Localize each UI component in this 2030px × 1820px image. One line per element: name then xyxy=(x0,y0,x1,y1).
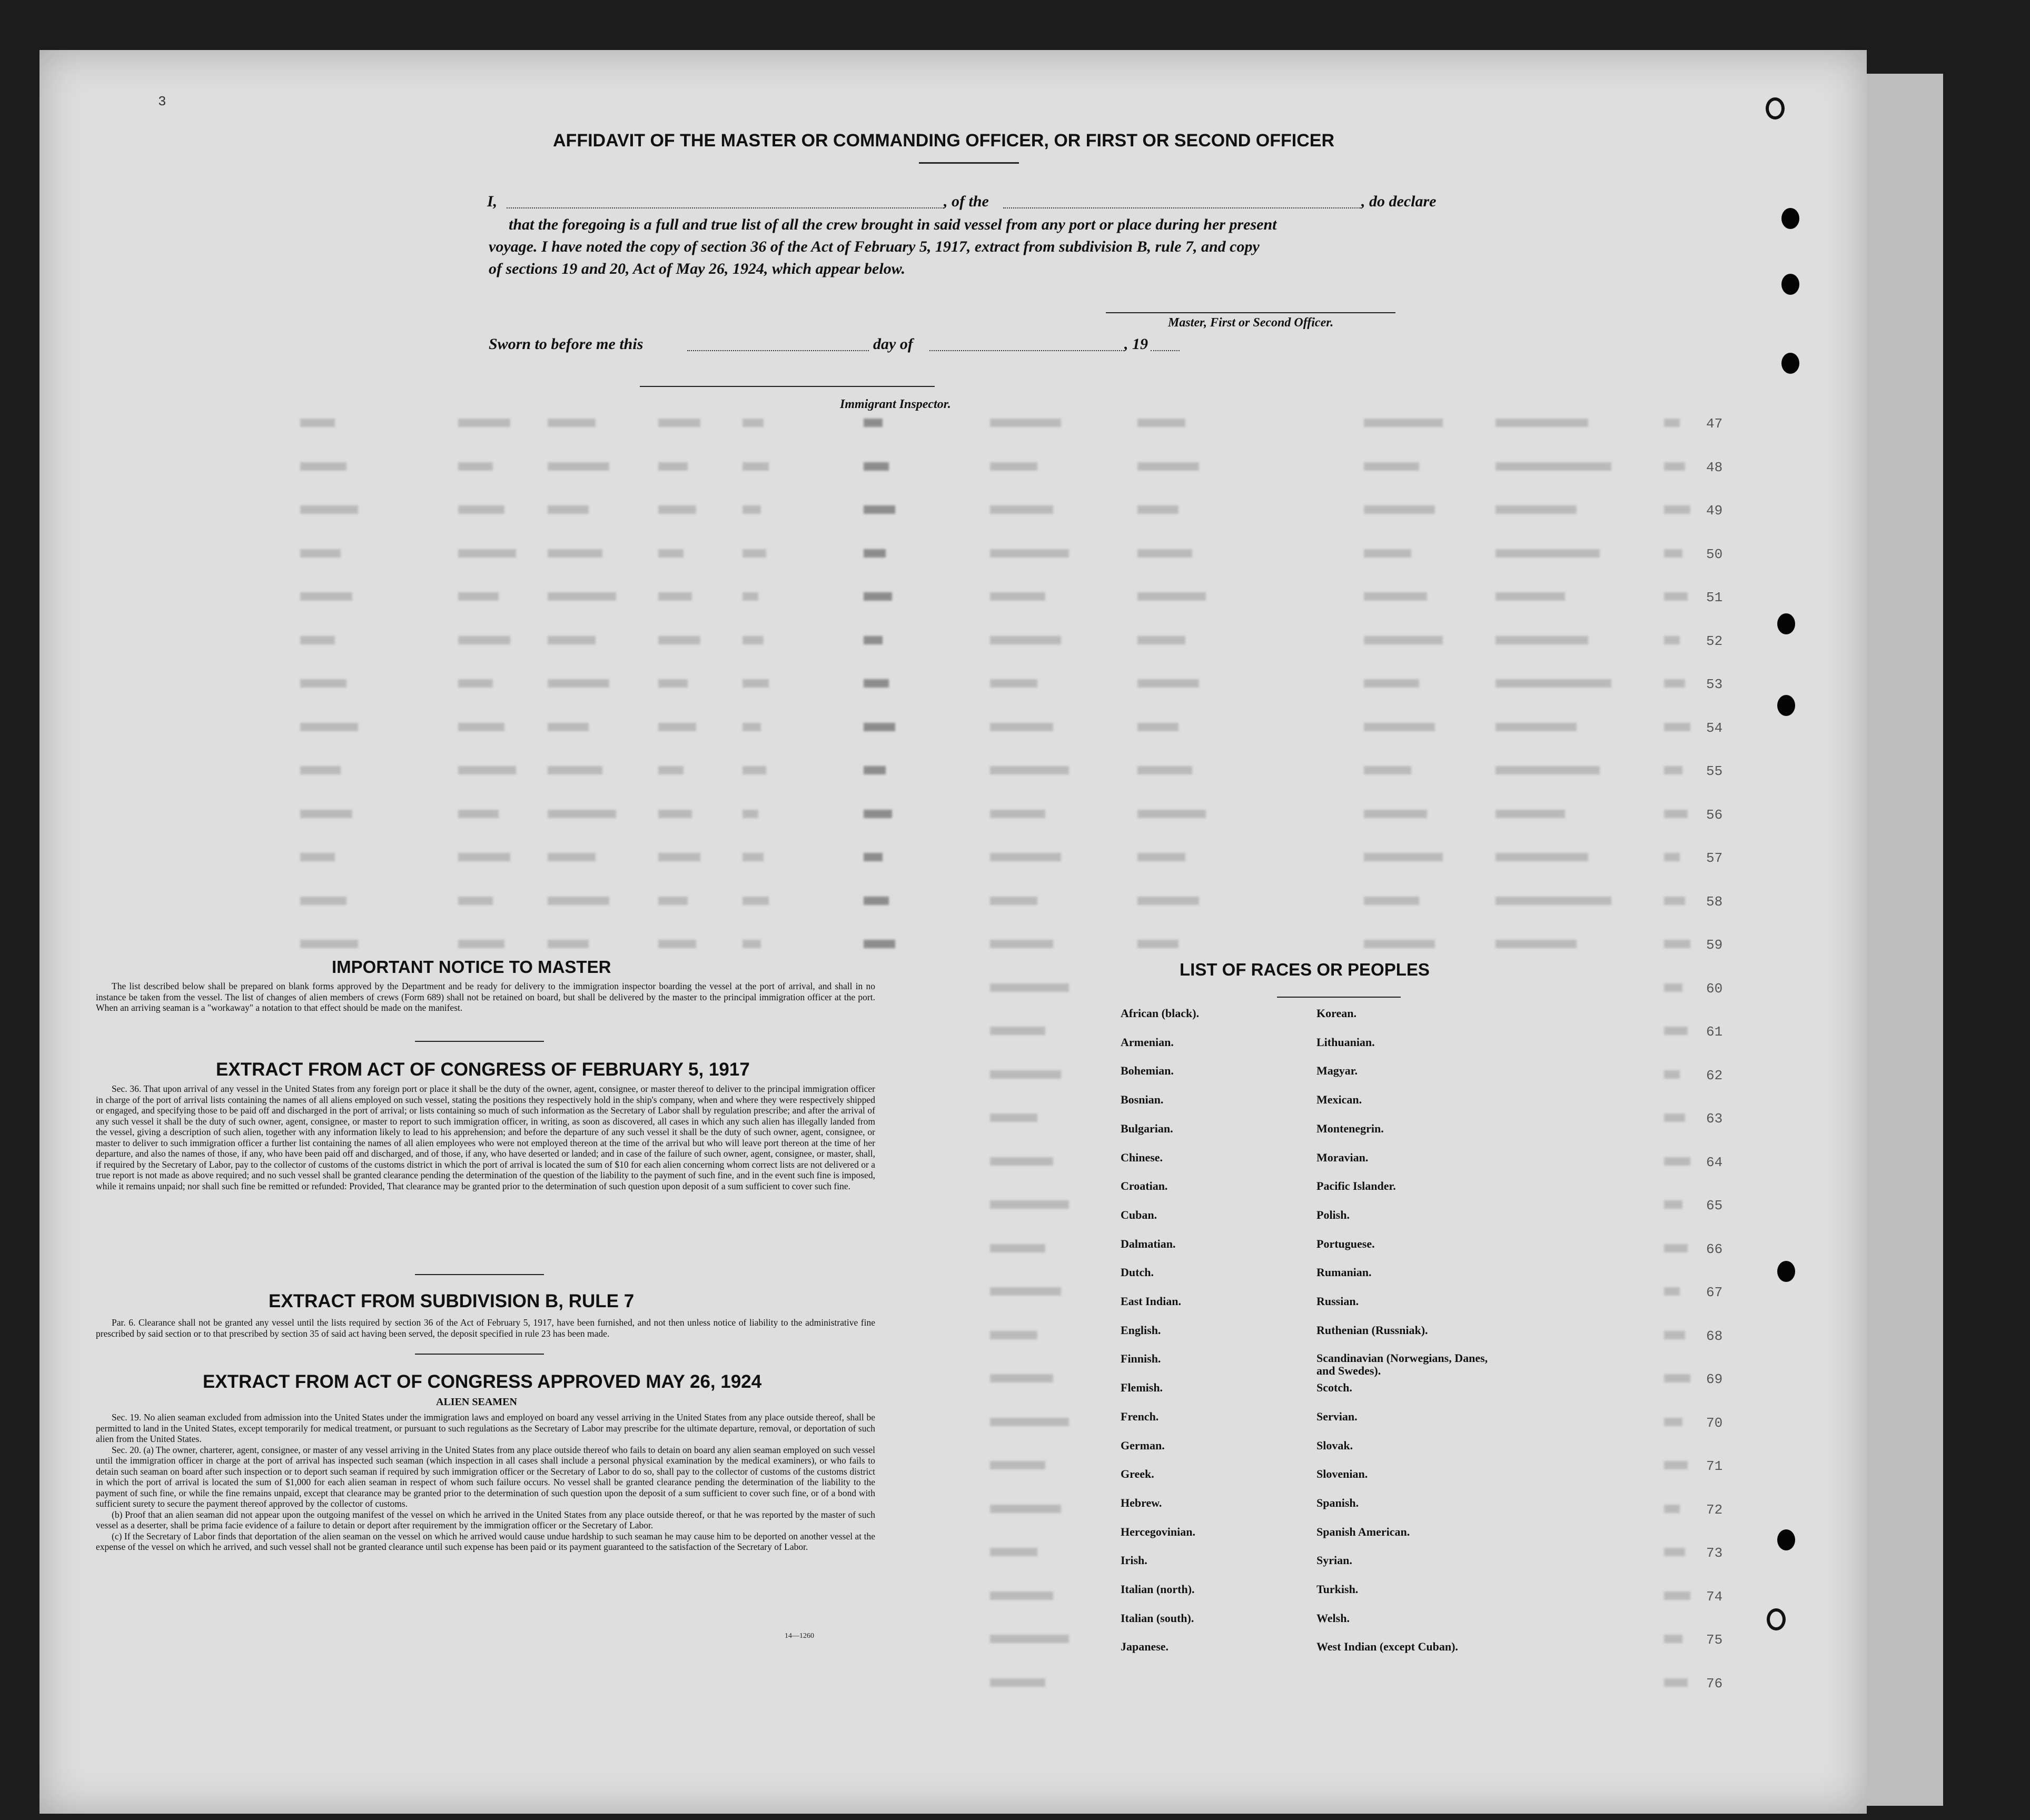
race-item: Spanish American. xyxy=(1316,1525,1410,1538)
row-number: 74 xyxy=(1706,1588,1723,1605)
bleed-through-mark xyxy=(1137,419,1185,427)
row-number: 73 xyxy=(1706,1545,1723,1561)
bleed-through-mark xyxy=(1664,1331,1685,1339)
bleed-through-mark xyxy=(1664,592,1688,601)
race-item: Croatian. xyxy=(1121,1179,1168,1193)
extract-1924-text: Sec. 19. No alien seaman excluded from admission into the United States under the immigration laws and employed on board any vessel arriving in the United States from any place outside thereof, shall be permitted to land in the United States, except temporarily for medical treatment, or pursuant to such regulations as the Secretary of Labor may prescribe for the ultimate departure, removal, or deportation of such alien from the United States. Sec. 20. (a) The owner, charterer, agent, consignee, or master of any vessel arriving in the United States from any place outside thereof who fails to detain on board any alien seaman employed on such vessel until the immigration officer in charge at the port of arrival has inspected such seaman (which inspection in all cases shall include a personal physical examination by the medical examiners), or who fails to detain such seaman on board after such inspection or to deport such seaman if required by such immigration officer or the Secretary of Labor to do so, shall pay to the collector of customs of the customs district in which the port of arrival is located the sum of $1,000 for each alien seaman in respect of whom such failure occurs. No vessel shall be granted clearance pending the determination of the liability to the payment of such fine, or while the fine remains unpaid, except that clearance may be granted prior to the determination of such question upon the deposit of a sum sufficient to cover such fine, or of a bond with sufficient surety to secure the payment thereof approved by the collector of customs. (b) Proof that an alien seaman did not appear upon the outgoing manifest of the vessel on which he arrived in the United States from any place outside thereof, or that he was reported by the master of such vessel as a deserter, shall be prima facie evidence of a failure to detain or deport after requirement by the immigration officer or the Secretary of Labor. (c) If the Secretary of Labor finds that deportation of the alien seaman on the vessel on which he arrived would cause undue hardship to such seaman he may cause him to be deported on another vessel at the expense of the vessel on which he arrived, and such vessel shall not be granted clearance until such expense has been paid or its payment guaranteed to the satisfaction of the Secretary of Labor. xyxy=(96,1412,875,1552)
bleed-through-mark xyxy=(658,419,700,427)
bleed-through-mark xyxy=(300,462,346,471)
bleed-through-mark xyxy=(458,679,493,688)
bleed-through-mark xyxy=(742,505,761,514)
bleed-through-mark xyxy=(1664,679,1685,688)
race-item: Flemish. xyxy=(1121,1381,1163,1395)
notice-heading: IMPORTANT NOTICE TO MASTER xyxy=(332,957,611,977)
bleed-through-mark xyxy=(742,419,764,427)
race-item: West Indian (except Cuban). xyxy=(1316,1640,1458,1654)
bleed-through-mark xyxy=(1664,940,1690,948)
bleed-through-mark xyxy=(1137,897,1199,905)
bleed-through-mark xyxy=(658,505,696,514)
bleed-through-mark xyxy=(990,1548,1037,1556)
bleed-through-mark xyxy=(658,679,688,688)
bleed-through-mark xyxy=(1496,940,1577,948)
binder-hole xyxy=(1781,274,1799,295)
page-number: 3 xyxy=(158,94,166,110)
bleed-through-mark xyxy=(1664,1374,1690,1383)
bleed-through-mark xyxy=(1364,897,1419,905)
bleed-through-mark xyxy=(1496,723,1577,731)
row-number: 58 xyxy=(1706,893,1723,910)
bleed-through-mark xyxy=(548,462,609,471)
bleed-through-mark xyxy=(1664,1461,1688,1469)
bleed-through-mark xyxy=(548,897,609,905)
bleed-through-mark xyxy=(1137,462,1199,471)
binder-hole xyxy=(1781,208,1799,229)
race-item: Scandinavian (Norwegians, Danes, and Swedes). xyxy=(1316,1351,1488,1378)
bleed-through-mark xyxy=(300,592,352,601)
bleed-through-mark xyxy=(990,1070,1061,1079)
bleed-through-mark xyxy=(458,462,493,471)
bleed-through-mark xyxy=(1664,1635,1682,1643)
extract-1917-heading: EXTRACT FROM ACT OF CONGRESS OF FEBRUARY 5, 1917 xyxy=(216,1059,750,1080)
row-number: 49 xyxy=(1706,503,1723,519)
subdivision-b-text: Par. 6. Clearance shall not be granted any vessel until the lists required by section 36 of the Act of February 5, 1917, have been furnished, and not then unless notice of liability to the administrative fine prescribed by said section or to that prescribed by section 35 of said act having been served, the deposit specified in rule 23 has been made. xyxy=(96,1317,875,1339)
row-number: 67 xyxy=(1706,1285,1723,1300)
divider xyxy=(415,1274,544,1275)
bleed-through-mark xyxy=(990,1331,1037,1339)
bleed-through-mark xyxy=(990,897,1037,905)
race-item: Bosnian. xyxy=(1121,1093,1164,1107)
row-number: 70 xyxy=(1706,1415,1723,1431)
race-item: Greek. xyxy=(1121,1467,1154,1481)
bleed-through-mark xyxy=(990,1027,1045,1035)
vessel-blank[interactable] xyxy=(1003,207,1361,208)
bleed-through-mark xyxy=(1137,766,1192,774)
bleed-through-mark xyxy=(548,592,616,601)
bleed-through-mark xyxy=(1664,723,1690,731)
bleed-through-mark xyxy=(990,940,1053,948)
binder-hole xyxy=(1767,1608,1786,1630)
extract-1924-heading: EXTRACT FROM ACT OF CONGRESS APPROVED MAY 26, 1924 xyxy=(203,1371,762,1392)
row-number: 53 xyxy=(1706,677,1723,692)
race-item: Italian (north). xyxy=(1121,1583,1195,1596)
row-number: 71 xyxy=(1706,1458,1723,1474)
bleed-through-mark xyxy=(990,766,1069,774)
bleed-through-mark xyxy=(1664,1678,1688,1687)
race-item: Slovenian. xyxy=(1316,1467,1368,1481)
bleed-through-mark xyxy=(300,419,335,427)
bleed-through-mark xyxy=(1364,679,1419,688)
year-text: , 19 xyxy=(1124,335,1148,353)
bleed-through-mark xyxy=(990,1374,1053,1383)
bleed-through-mark xyxy=(458,505,504,514)
row-number: 51 xyxy=(1706,590,1723,605)
bleed-through-mark xyxy=(990,462,1037,471)
bleed-through-mark xyxy=(990,1157,1053,1166)
bleed-through-mark xyxy=(1137,853,1185,861)
row-number: 60 xyxy=(1706,980,1723,997)
race-item: French. xyxy=(1121,1409,1159,1423)
bleed-through-mark xyxy=(1364,766,1411,774)
bleed-through-mark xyxy=(1496,549,1600,558)
bleed-through-mark xyxy=(1664,636,1680,644)
binder-hole xyxy=(1781,353,1799,374)
bleed-through-mark xyxy=(742,549,766,558)
bleed-through-mark xyxy=(990,549,1069,558)
affidavit-line4: of sections 19 and 20, Act of May 26, 1924, which appear below. xyxy=(489,260,906,277)
form-number: 14—1260 xyxy=(785,1632,814,1640)
bleed-through-mark xyxy=(548,505,589,514)
bleed-through-mark xyxy=(1664,1505,1680,1513)
binder-hole xyxy=(1777,695,1795,716)
row-number: 50 xyxy=(1706,546,1723,562)
binder-hole xyxy=(1766,97,1785,120)
bleed-through-mark xyxy=(548,679,609,688)
row-number: 57 xyxy=(1706,850,1723,866)
bleed-through-mark xyxy=(990,592,1045,601)
bleed-through-mark xyxy=(1664,1157,1690,1166)
bleed-through-mark xyxy=(1664,1287,1680,1296)
bleed-through-mark xyxy=(990,853,1061,861)
bleed-through-mark xyxy=(458,940,504,948)
master-caption: Master, First or Second Officer. xyxy=(1168,316,1334,330)
row-number: 69 xyxy=(1706,1371,1723,1387)
race-item: Ruthenian (Russniak). xyxy=(1316,1323,1428,1337)
race-item: Servian. xyxy=(1316,1409,1358,1423)
divider xyxy=(415,1354,544,1355)
bleed-through-mark xyxy=(300,940,358,948)
sworn-day-blank[interactable] xyxy=(687,350,869,351)
bleed-through-mark xyxy=(864,636,883,644)
bleed-through-mark xyxy=(864,462,889,471)
bleed-through-mark xyxy=(1496,679,1611,688)
row-number: 66 xyxy=(1706,1241,1723,1257)
bleed-through-mark xyxy=(548,853,596,861)
race-item: Pacific Islander. xyxy=(1316,1179,1396,1193)
bleed-through-mark xyxy=(658,766,684,774)
row-number: 63 xyxy=(1706,1111,1723,1127)
subdivision-b-heading: EXTRACT FROM SUBDIVISION B, RULE 7 xyxy=(269,1291,635,1311)
bleed-through-mark xyxy=(864,766,886,774)
bleed-through-mark xyxy=(1364,462,1419,471)
bleed-through-mark xyxy=(990,1505,1061,1513)
bleed-through-mark xyxy=(548,636,596,644)
race-item: Armenian. xyxy=(1121,1035,1174,1049)
bleed-through-mark xyxy=(864,810,892,818)
race-item: Turkish. xyxy=(1316,1583,1359,1596)
bleed-through-mark xyxy=(990,983,1069,992)
bleed-through-mark xyxy=(658,549,684,558)
race-item: Mexican. xyxy=(1316,1093,1362,1107)
race-item: German. xyxy=(1121,1438,1165,1452)
race-item: African (black). xyxy=(1121,1007,1200,1020)
race-item: Portuguese. xyxy=(1316,1237,1375,1250)
bleed-through-mark xyxy=(1664,897,1685,905)
bleed-through-mark xyxy=(548,810,616,818)
bleed-through-mark xyxy=(1496,419,1588,427)
race-item: Irish. xyxy=(1121,1554,1147,1567)
bleed-through-mark xyxy=(1364,853,1443,861)
bleed-through-mark xyxy=(742,462,769,471)
race-item: Moravian. xyxy=(1316,1150,1369,1164)
bleed-through-mark xyxy=(1496,766,1600,774)
row-number: 55 xyxy=(1706,763,1723,779)
row-number: 47 xyxy=(1706,416,1723,432)
bleed-through-mark xyxy=(548,723,589,731)
bleed-through-mark xyxy=(1137,679,1199,688)
bleed-through-mark xyxy=(1364,636,1443,644)
bleed-through-mark xyxy=(864,940,895,948)
row-number: 65 xyxy=(1706,1198,1723,1214)
race-item: Scotch. xyxy=(1316,1381,1352,1395)
bleed-through-mark xyxy=(990,1461,1045,1469)
bleed-through-mark xyxy=(1664,1027,1688,1035)
race-item: Dutch. xyxy=(1121,1266,1154,1279)
bleed-through-mark xyxy=(458,766,516,774)
affidavit-do-declare: , do declare xyxy=(1361,193,1437,210)
bleed-through-mark xyxy=(1664,1070,1680,1079)
month-blank[interactable] xyxy=(929,350,1124,351)
bleed-through-mark xyxy=(1496,592,1565,601)
bleed-through-mark xyxy=(1664,419,1680,427)
bleed-through-mark xyxy=(300,723,358,731)
race-item: Spanish. xyxy=(1316,1496,1359,1509)
bleed-through-mark xyxy=(1664,549,1682,558)
bleed-through-mark xyxy=(1364,505,1435,514)
notice-text: The list described below shall be prepared on blank forms approved by the Department and be ready for delivery to the immigration inspector boarding the vessel at the port of arrival, and shall in no instance be taken from the vessel. The list of changes of alien members of crews (Form 689) shall not be retained on board, but shall be delivered by the master to the principal immigration officer at the port. When an arriving seaman is a "workaway" a notation to that effect should be made on the manifest. xyxy=(96,981,875,1013)
bleed-through-mark xyxy=(300,636,335,644)
bleed-through-mark xyxy=(990,1113,1037,1122)
race-item: Welsh. xyxy=(1316,1611,1350,1625)
bleed-through-mark xyxy=(864,723,895,731)
inspector-line[interactable] xyxy=(640,386,935,387)
row-number: 59 xyxy=(1706,937,1723,953)
name-blank[interactable] xyxy=(507,207,944,208)
bleed-through-mark xyxy=(864,679,889,688)
bleed-through-mark xyxy=(658,810,692,818)
bleed-through-mark xyxy=(458,897,493,905)
bleed-through-mark xyxy=(990,679,1037,688)
bleed-through-mark xyxy=(742,853,764,861)
race-item: Syrian. xyxy=(1316,1554,1352,1567)
bleed-through-mark xyxy=(1364,723,1435,731)
bleed-through-mark xyxy=(300,810,352,818)
row-number: 52 xyxy=(1706,633,1723,649)
race-item: Bulgarian. xyxy=(1121,1121,1173,1135)
bleed-through-mark xyxy=(658,592,692,601)
bleed-through-mark xyxy=(990,1592,1053,1600)
bleed-through-mark xyxy=(990,1287,1061,1296)
row-number: 75 xyxy=(1706,1632,1723,1648)
bleed-through-mark xyxy=(1664,983,1682,992)
bleed-through-mark xyxy=(1137,592,1206,601)
inspector-caption: Immigrant Inspector. xyxy=(840,397,951,411)
bleed-through-mark xyxy=(458,592,499,601)
row-number: 72 xyxy=(1706,1501,1723,1518)
binder-hole xyxy=(1777,1529,1795,1550)
bleed-through-mark xyxy=(1664,1548,1685,1556)
bleed-through-mark xyxy=(548,766,602,774)
row-number: 48 xyxy=(1706,459,1723,475)
affidavit-i: I, xyxy=(487,193,498,210)
binder-hole xyxy=(1777,1261,1795,1282)
bleed-through-mark xyxy=(1496,897,1611,905)
bleed-through-mark xyxy=(1664,766,1682,774)
race-item: Finnish. xyxy=(1121,1352,1161,1366)
bleed-through-mark xyxy=(548,549,602,558)
bleed-through-mark xyxy=(1137,940,1179,948)
sworn-text: Sworn to before me this xyxy=(489,335,643,353)
divider xyxy=(415,1041,544,1042)
bleed-through-mark xyxy=(300,549,341,558)
binder-hole xyxy=(1777,613,1795,634)
race-item: Korean. xyxy=(1316,1007,1356,1020)
race-item: Chinese. xyxy=(1121,1150,1163,1164)
bleed-through-mark xyxy=(1664,1113,1685,1122)
bleed-through-mark xyxy=(742,679,769,688)
bleed-through-mark xyxy=(1364,419,1443,427)
bleed-through-mark xyxy=(1664,462,1685,471)
signature-line[interactable] xyxy=(1106,312,1395,313)
race-item: Magyar. xyxy=(1316,1064,1358,1078)
divider xyxy=(1277,997,1401,998)
bleed-through-mark xyxy=(300,505,358,514)
bleed-through-mark xyxy=(1664,1244,1688,1252)
bleed-through-mark xyxy=(1664,853,1680,861)
bleed-through-mark xyxy=(990,1244,1045,1252)
bleed-through-mark xyxy=(658,853,700,861)
bleed-through-mark xyxy=(1496,505,1577,514)
affidavit-line2: that the foregoing is a full and true list of all the crew brought in said vessel from any port or place during her present xyxy=(509,216,1277,233)
bleed-through-mark xyxy=(1664,1200,1682,1209)
race-item: Hercegovinian. xyxy=(1121,1525,1195,1538)
race-item: Dalmatian. xyxy=(1121,1237,1176,1250)
bleed-through-mark xyxy=(742,723,761,731)
bleed-through-mark xyxy=(864,505,895,514)
race-item: Cuban. xyxy=(1121,1208,1157,1221)
bleed-through-mark xyxy=(458,810,499,818)
bleed-through-mark xyxy=(1137,810,1206,818)
bleed-through-mark xyxy=(458,419,510,427)
row-number: 76 xyxy=(1706,1675,1723,1692)
bleed-through-mark xyxy=(1364,549,1411,558)
bleed-through-mark xyxy=(458,723,504,731)
bleed-through-mark xyxy=(548,940,589,948)
race-item: Slovak. xyxy=(1316,1438,1353,1452)
year-blank[interactable] xyxy=(1151,350,1180,351)
row-number: 68 xyxy=(1706,1328,1723,1344)
bleed-through-mark xyxy=(1364,810,1427,818)
bleed-through-mark xyxy=(864,897,889,905)
bleed-through-mark xyxy=(658,723,696,731)
bleed-through-mark xyxy=(990,1418,1069,1426)
row-number: 56 xyxy=(1706,807,1723,823)
bleed-through-mark xyxy=(990,723,1053,731)
bleed-through-mark xyxy=(990,505,1053,514)
bleed-through-mark xyxy=(1496,636,1588,644)
bleed-through-mark xyxy=(864,549,886,558)
bleed-through-mark xyxy=(864,419,883,427)
bleed-through-mark xyxy=(1137,505,1179,514)
bleed-through-mark xyxy=(1664,1418,1682,1426)
bleed-through-mark xyxy=(548,419,596,427)
bleed-through-mark xyxy=(990,1678,1045,1687)
bleed-through-mark xyxy=(300,897,346,905)
row-number: 62 xyxy=(1706,1067,1723,1083)
bleed-through-mark xyxy=(742,636,764,644)
bleed-through-mark xyxy=(658,940,696,948)
bleed-through-mark xyxy=(458,853,510,861)
bleed-through-mark xyxy=(1137,549,1192,558)
row-number: 61 xyxy=(1706,1024,1723,1040)
bleed-through-mark xyxy=(742,810,758,818)
affidavit-of-the: , of the xyxy=(944,193,989,210)
race-item: Lithuanian. xyxy=(1316,1035,1375,1049)
bleed-through-mark xyxy=(1496,853,1588,861)
bleed-through-mark xyxy=(1496,462,1611,471)
race-item: Japanese. xyxy=(1121,1640,1169,1654)
race-item: Polish. xyxy=(1316,1208,1350,1221)
bleed-through-mark xyxy=(1496,810,1565,818)
race-item: Italian (south). xyxy=(1121,1611,1194,1625)
bleed-through-mark xyxy=(990,636,1061,644)
race-item: Russian. xyxy=(1316,1295,1359,1308)
races-heading: LIST OF RACES OR PEOPLES xyxy=(1180,960,1430,979)
bleed-through-mark xyxy=(300,766,341,774)
bleed-through-mark xyxy=(742,592,758,601)
bleed-through-mark xyxy=(300,679,346,688)
row-number: 64 xyxy=(1706,1154,1723,1170)
bleed-through-mark xyxy=(658,636,700,644)
bleed-through-mark xyxy=(990,810,1045,818)
race-item: Hebrew. xyxy=(1121,1496,1162,1509)
bleed-through-mark xyxy=(864,592,892,601)
row-number: 54 xyxy=(1706,720,1723,736)
bleed-through-mark xyxy=(742,766,766,774)
bleed-through-mark xyxy=(1664,810,1688,818)
bleed-through-mark xyxy=(864,853,883,861)
bleed-through-mark xyxy=(1137,723,1179,731)
affidavit-line3: voyage. I have noted the copy of section 36 of the Act of February 5, 1917, extract from subdivision B, rule 7, and copy xyxy=(489,238,1260,255)
day-of-text: day of xyxy=(873,335,913,353)
bleed-through-mark xyxy=(458,636,510,644)
bleed-through-mark xyxy=(1664,1592,1690,1600)
bleed-through-mark xyxy=(990,419,1061,427)
bleed-through-mark xyxy=(1137,636,1185,644)
divider xyxy=(919,162,1019,164)
bleed-through-mark xyxy=(1364,940,1435,948)
race-item: Rumanian. xyxy=(1316,1266,1372,1279)
bleed-through-mark xyxy=(1364,592,1427,601)
race-item: Bohemian. xyxy=(1121,1064,1174,1078)
page-edge-shadow xyxy=(1867,74,1943,1806)
bleed-through-mark xyxy=(1664,505,1690,514)
bleed-through-mark xyxy=(990,1200,1069,1209)
bleed-through-mark xyxy=(458,549,516,558)
race-item: English. xyxy=(1121,1323,1161,1337)
bleed-through-mark xyxy=(990,1635,1069,1643)
affidavit-title: AFFIDAVIT OF THE MASTER OR COMMANDING OFFICER, OR FIRST OR SECOND OFFICER xyxy=(553,131,1334,151)
race-item: Montenegrin. xyxy=(1316,1121,1384,1135)
race-item: East Indian. xyxy=(1121,1295,1181,1308)
bleed-through-mark xyxy=(742,940,761,948)
bleed-through-mark xyxy=(658,897,688,905)
bleed-through-mark xyxy=(300,853,335,861)
alien-seamen-subheading: ALIEN SEAMEN xyxy=(436,1396,517,1408)
bleed-through-mark xyxy=(742,897,769,905)
extract-1917-text: Sec. 36. That upon arrival of any vessel in the United States from any foreign port or place it shall be the duty of the owner, agent, consignee, or master thereof to deliver to the principal immigration officer in charge of the port of arrival lists containing the names of all aliens employed on such vessel, stating the positions they respectively hold in the ship's company, when and where they were respectively shipped or engaged, and specifying those to be paid off and discharged in the port of arrival; or lists containing so much of such information as the Secretary of Labor shall by regulation prescribe; and after the arrival of any such vessel it shall be the duty of such owner, agent, consignee, or master to report to such immigration officer, in writing, as soon as discovered, all cases in which any such alien has illegally landed from the vessel, giving a description of such alien, together with any information likely to lead to his apprehension; and before the departure of any such vessel it shall be the duty of such owner, agent, consignee, or master to deliver to such immigration officer a further list containing the names of all alien employees who were not employed thereon at the time of the arrival but who will leave port thereon at the time of her departure, and also the names of those, if any, who have been paid off and discharged, and of those, if any, who have deserted or landed; and in case of the failure of such owner, agent, consignee, or master, shall, if required by the Secretary of Labor, pay to the collector of customs of the customs district in which the port of arrival is located the sum of $10 for each alien concerning whom correct lists are not delivered or a true report is not made as above required; and no such vessel shall be granted clearance pending the determination of the question of the liability to the payment of such fine, and in the event such fine is imposed, while it remains unpaid; nor shall such fine be remitted or refunded: Provided, That clearance may be granted prior to the determination of such question upon deposit of a sum sufficient to cover such fine. xyxy=(96,1083,875,1191)
bleed-through-mark xyxy=(658,462,688,471)
